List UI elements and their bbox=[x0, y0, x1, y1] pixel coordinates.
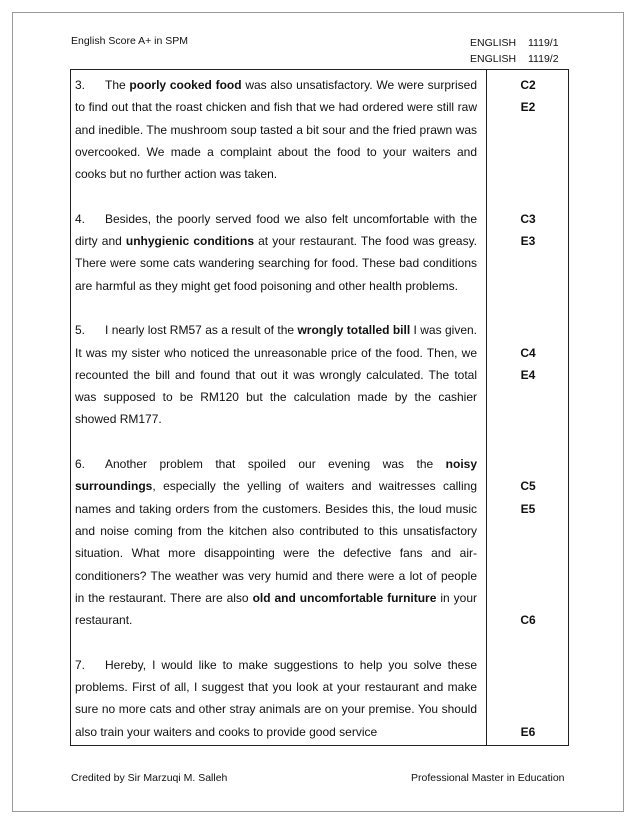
marking-code: C5 bbox=[520, 479, 536, 494]
paragraph-number: 3. bbox=[75, 78, 86, 92]
header-row bbox=[470, 51, 559, 67]
essay-paragraph bbox=[75, 453, 477, 631]
marking-code: E2 bbox=[520, 100, 536, 115]
paragraph-number: 4. bbox=[75, 211, 86, 226]
paragraph-text: Besides, the poorly served food we also felt uncomfortable with the dirty and bbox=[75, 211, 477, 249]
marking-code: C3 bbox=[520, 211, 536, 226]
header-code: 1119/2 bbox=[528, 53, 559, 65]
paragraph-text: Hereby, I would like to make suggestions to help you solve these problems. First of all, I suggest that you look at your restaurant and make sure no more cats and other stray animals are on your premise. You should also train your waiters and cooks to provide good service bbox=[75, 657, 477, 739]
paragraph-text: I was given. It was my sister who noticed the unreasonable price of the food. Then, we recounted the bill and found that out it was wrongly calculated. The total was supposed to be RM120 but the calculation made by the cashier showed RM177. bbox=[75, 323, 477, 427]
paragraph-text: was also unsatisfactory. We were surprised to find out that the roast chicken and fish that we had ordered were still raw and inedible. The mushroom soup tasted a bit sour and the fried prawn was overcooked. We made a complaint about the food to your waiters and cooks but no further action was taken. bbox=[75, 78, 477, 182]
header-row bbox=[470, 35, 559, 51]
marking-code: E4 bbox=[520, 367, 536, 382]
essay-paragraph bbox=[75, 74, 477, 185]
marking-code: C2 bbox=[520, 78, 536, 92]
marking-code: E3 bbox=[520, 234, 536, 249]
paragraph-text: I nearly lost RM57 as a result of the bbox=[105, 323, 298, 338]
essay-paragraph bbox=[75, 654, 477, 743]
footer-credit: Credited by Sir Marzuqi M. Salleh bbox=[71, 772, 228, 784]
header-paper-codes bbox=[470, 35, 559, 67]
essay-paragraph bbox=[75, 319, 477, 430]
answer-table bbox=[70, 69, 569, 746]
key-point-text: old and uncomfortable furniture bbox=[252, 590, 437, 605]
key-point-text: noisy surroundings bbox=[75, 457, 477, 494]
header-code: 1119/1 bbox=[528, 37, 559, 49]
essay-paragraph bbox=[75, 208, 477, 297]
marking-code: C6 bbox=[520, 613, 536, 628]
essay-text-column bbox=[75, 74, 477, 743]
paragraph-text: Another problem that spoiled our evening was the bbox=[105, 457, 446, 472]
paragraph-text: at your restaurant. The food was greasy. There were some cats wandering searching for food. These bad conditions are harmful as they might get food poisoning and other health problems. bbox=[75, 234, 478, 293]
header-subject: ENGLISH bbox=[470, 37, 517, 49]
marking-code: E5 bbox=[520, 501, 536, 516]
key-point-text: wrongly totalled bill bbox=[297, 323, 411, 338]
paragraph-number: 6. bbox=[75, 457, 86, 472]
paragraph-number: 5. bbox=[75, 323, 86, 338]
key-point-text: unhygienic conditions bbox=[125, 234, 254, 249]
paragraph-text: in your restaurant. bbox=[75, 590, 477, 628]
marking-code: C4 bbox=[520, 345, 536, 360]
key-point-text: poorly cooked food bbox=[129, 78, 242, 92]
header-subject: ENGLISH bbox=[470, 53, 517, 65]
marking-code: E6 bbox=[520, 724, 536, 739]
header-title: English Score A+ in SPM bbox=[71, 35, 189, 47]
paragraph-number: 7. bbox=[75, 657, 86, 672]
paragraph-text: , especially the yelling of waiters and waitresses calling names and taking orders from the customers. Besides this, the loud music and noise coming from the kitchen also contributed to this unsatisfactory situation. What more disappointing were the defective fans and air-conditioners? The weather was very humid and there were a lot of people in the restaurant. There are also bbox=[75, 479, 477, 605]
footer-title: Professional Master in Education bbox=[411, 772, 565, 784]
paragraph-text: The bbox=[105, 78, 130, 92]
column-divider bbox=[486, 70, 487, 745]
